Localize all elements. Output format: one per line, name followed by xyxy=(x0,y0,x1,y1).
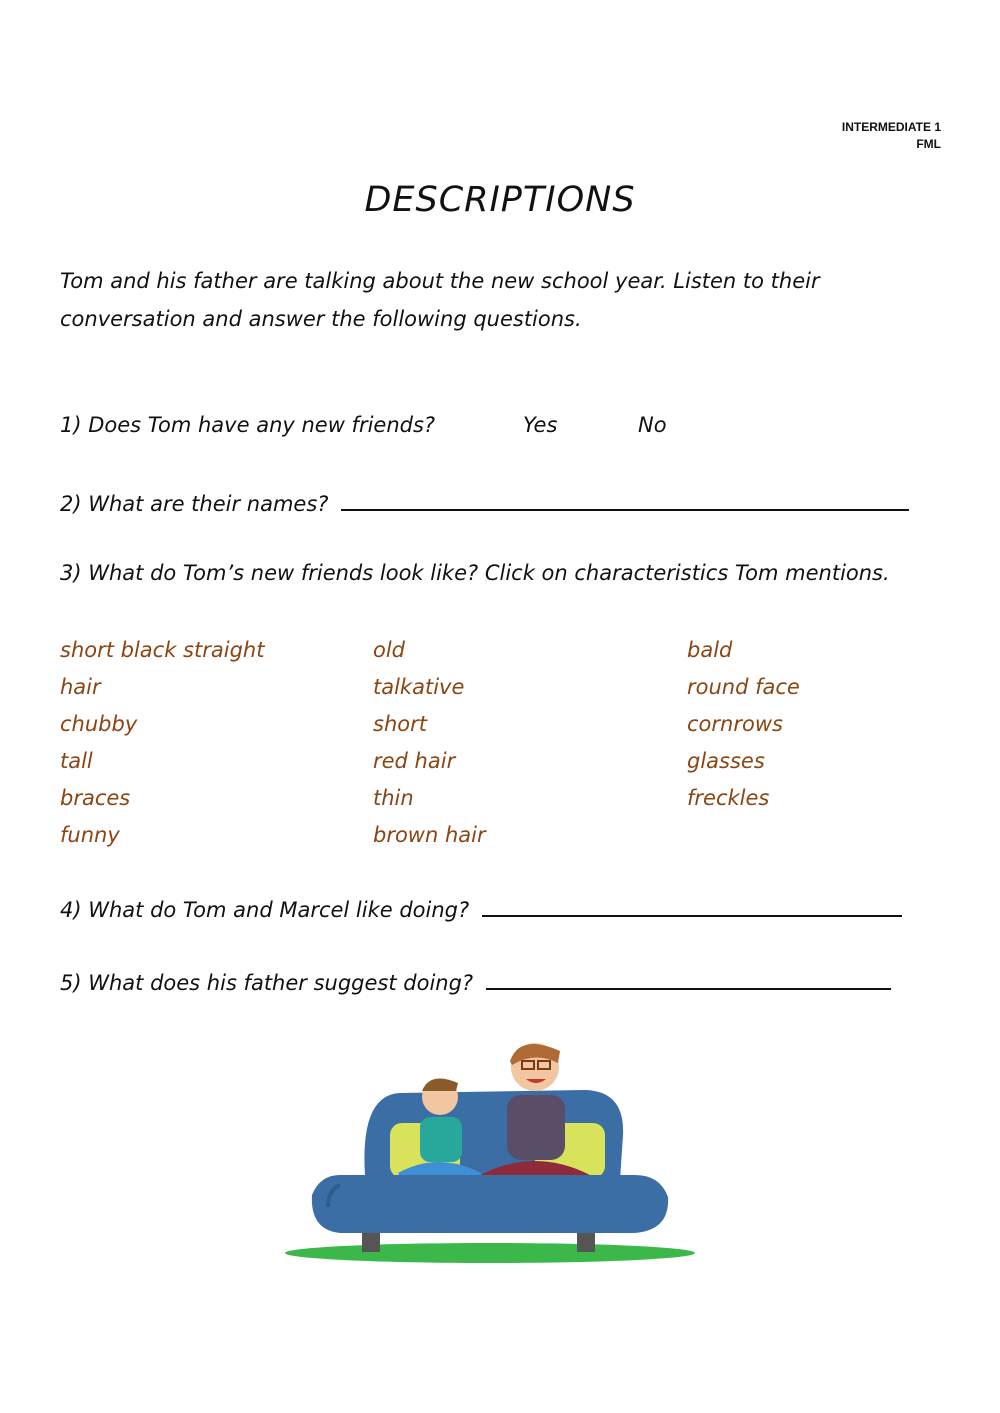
word-column-3 xyxy=(687,632,800,817)
level-code: FML xyxy=(916,137,941,151)
question-2-text: 2) What are their names? xyxy=(60,492,329,516)
sofa-seat xyxy=(312,1175,668,1233)
word-option[interactable]: freckles xyxy=(687,786,770,810)
ground-shadow xyxy=(285,1243,695,1263)
question-2-answer-blank[interactable] xyxy=(341,487,909,511)
word-option[interactable]: braces xyxy=(60,786,131,810)
father-son-sofa-illustration xyxy=(280,1025,700,1270)
question-4 xyxy=(60,893,902,922)
question-3 xyxy=(60,561,890,585)
word-column-2 xyxy=(373,632,486,854)
word-column-1 xyxy=(60,632,264,854)
answer-no-option[interactable]: No xyxy=(638,413,667,437)
word-option[interactable]: glasses xyxy=(687,749,765,773)
word-option[interactable]: talkative xyxy=(373,675,465,699)
word-option[interactable]: round face xyxy=(687,675,800,699)
question-3-text: 3) What do Tom’s new friends look like? Click on characteristics Tom mentions. xyxy=(60,561,890,585)
question-1 xyxy=(60,413,667,437)
question-5-answer-blank[interactable] xyxy=(486,966,891,990)
instructions: Tom and his father are talking about the new school year. Listen to their conversation and answer the following questions. xyxy=(60,269,820,331)
level-label: INTERMEDIATE 1 xyxy=(841,120,941,134)
word-option[interactable]: bald xyxy=(687,638,733,662)
boy-hair xyxy=(422,1079,458,1092)
father-shirt xyxy=(507,1095,565,1160)
question-4-text: 4) What do Tom and Marcel like doing? xyxy=(60,898,470,922)
word-option[interactable]: chubby xyxy=(60,712,138,736)
answer-yes-option[interactable]: Yes xyxy=(523,413,558,437)
question-5-text: 5) What does his father suggest doing? xyxy=(60,971,474,995)
word-option[interactable]: brown hair xyxy=(373,823,486,847)
sofa-leg xyxy=(362,1230,380,1252)
boy-shirt xyxy=(420,1117,462,1162)
word-option[interactable]: funny xyxy=(60,823,120,847)
page-title: DESCRIPTIONS xyxy=(364,180,636,220)
word-option[interactable]: old xyxy=(373,638,406,662)
word-option[interactable]: short black straight xyxy=(60,638,265,662)
word-option[interactable]: hair xyxy=(60,675,101,699)
word-option[interactable]: cornrows xyxy=(687,712,783,736)
question-2 xyxy=(60,487,909,516)
question-5 xyxy=(60,966,891,995)
characteristics-word-bank xyxy=(60,632,940,852)
question-1-text: 1) Does Tom have any new friends? xyxy=(60,413,436,437)
word-option[interactable]: red hair xyxy=(373,749,456,773)
word-option[interactable]: thin xyxy=(373,786,414,810)
sofa-leg xyxy=(577,1230,595,1252)
question-4-answer-blank[interactable] xyxy=(482,893,902,917)
word-option[interactable]: tall xyxy=(60,749,93,773)
word-option[interactable]: short xyxy=(373,712,427,736)
level-tag xyxy=(842,119,941,153)
